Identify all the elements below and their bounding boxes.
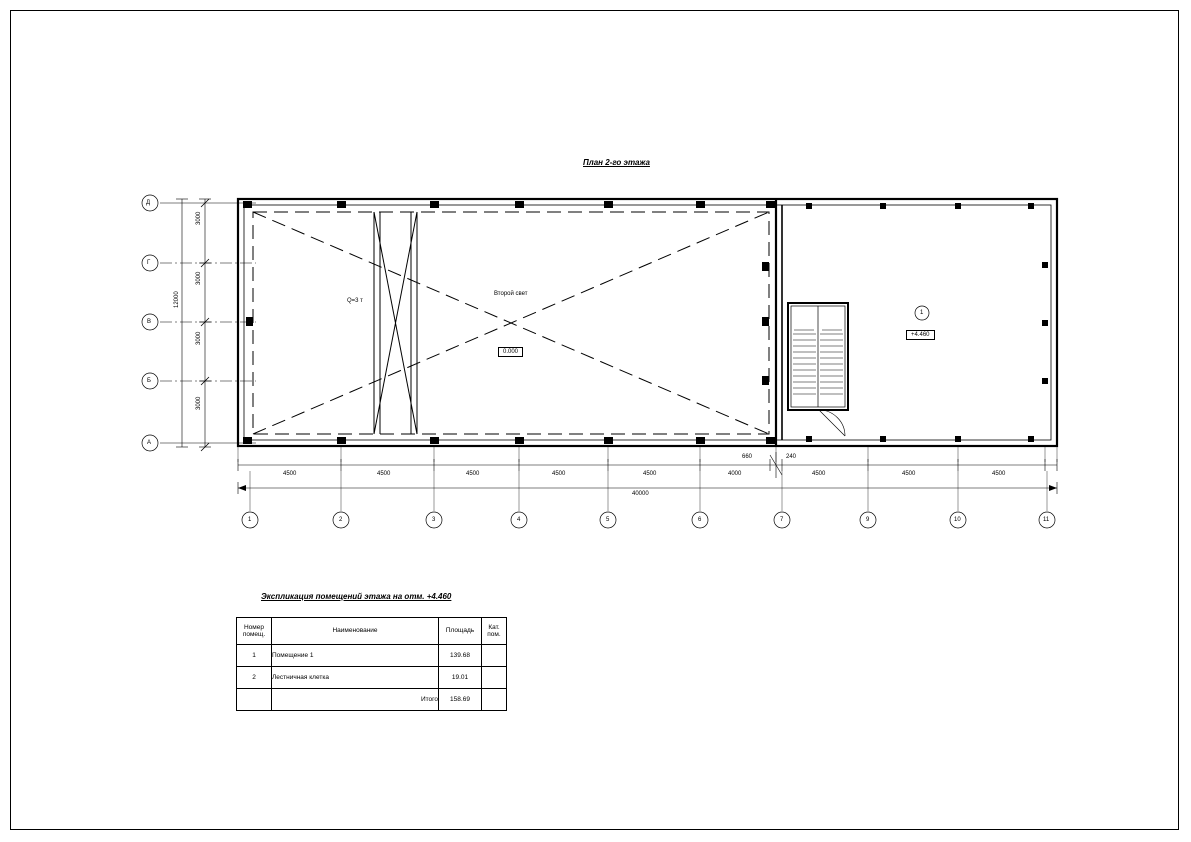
header-category-line2: пом. [487,631,501,638]
horizontal-dim-4: 4500 [552,471,566,477]
table-row [237,645,507,667]
page-title: План 2-го этажа [583,158,650,167]
vertical-axis-lines [160,203,256,443]
table-row [237,667,507,689]
axis-bubble-label-9: 9 [866,517,870,523]
row-area: 19.01 [439,667,482,689]
horizontal-dim-8: 4500 [902,471,916,477]
header-area: Площадь [439,618,482,645]
columns [243,201,1048,444]
row-area: 139.68 [439,645,482,667]
horizontal-dim-3: 4500 [466,471,480,477]
row-category [482,667,507,689]
axis-bubble-label-a: А [147,440,152,446]
crane-beam [374,212,417,434]
vertical-dim-3000-1: 3000 [196,211,202,225]
dim-240: 240 [786,454,797,460]
vertical-dimension-chain [176,199,211,451]
building-outline [238,199,1057,446]
axis-bubble-label-11: 11 [1043,517,1050,523]
header-number-line1: Номер [243,623,264,631]
axis-bubble-label-6: 6 [698,517,702,523]
total-empty-number [237,689,272,711]
horizontal-dim-6: 4000 [728,471,742,477]
exploitation-table [236,617,507,711]
extension-lines [238,446,1057,511]
axis-bubble-label-g: Г [147,260,151,266]
axis-bubble-label-1: 1 [248,517,252,523]
horizontal-dim-7: 4500 [812,471,826,477]
table-header-row [237,618,507,645]
exploitation-table-title: Экспликация помещений этажа на отм. +4.460 [261,592,452,601]
vertical-dim-3000-2: 3000 [196,271,202,285]
axis-bubble-label-v: В [147,319,152,325]
level-zero-marker: 0.000 [498,347,523,357]
total-label: Итого [272,689,439,711]
staircase [788,303,848,436]
axis-bubble-label-5: 5 [606,517,610,523]
row-category [482,645,507,667]
overall-height-dim: 12000 [174,291,180,308]
vertical-dim-3000-3: 3000 [196,331,202,345]
axis-bubble-label-d: Д [146,200,151,206]
axis-bubble-label-3: 3 [432,517,436,523]
crane-capacity-label: Q=3 т [347,298,363,304]
room-marker-label: 1 [920,310,924,316]
row-number: 2 [237,667,272,689]
header-category-line1: Кат. [488,623,500,631]
row-number: 1 [237,645,272,667]
total-area: 158.69 [439,689,482,711]
row-name: Помещение 1 [272,645,439,667]
table-total-row [237,689,507,711]
horizontal-axis-bubbles [242,512,1055,528]
dim-660: 660 [742,454,753,460]
vertical-dim-3000-4: 3000 [196,396,202,410]
level-upper-marker: +4.460 [906,330,935,340]
header-number [237,618,272,645]
axis-bubble-label-b: Б [147,378,151,384]
second-light-void [253,212,769,434]
total-empty-category [482,689,507,711]
axis-bubble-label-10: 10 [954,517,961,523]
overall-length-dim: 40000 [632,491,649,497]
horizontal-dim-1: 4500 [283,471,297,477]
header-number-line2: помещ. [242,631,266,638]
axis-bubble-label-4: 4 [517,517,521,523]
horizontal-dim-2: 4500 [377,471,391,477]
header-category [482,618,507,645]
horizontal-dim-9: 4500 [992,471,1006,477]
axis-7-wall [776,199,782,446]
header-name: Наименование [272,618,439,645]
row-name: Лестничная клетка [272,667,439,689]
second-light-label: Второй свет [494,291,528,297]
horizontal-dim-5: 4500 [643,471,657,477]
axis-bubble-label-7: 7 [780,517,784,523]
axis-bubble-label-2: 2 [339,517,343,523]
